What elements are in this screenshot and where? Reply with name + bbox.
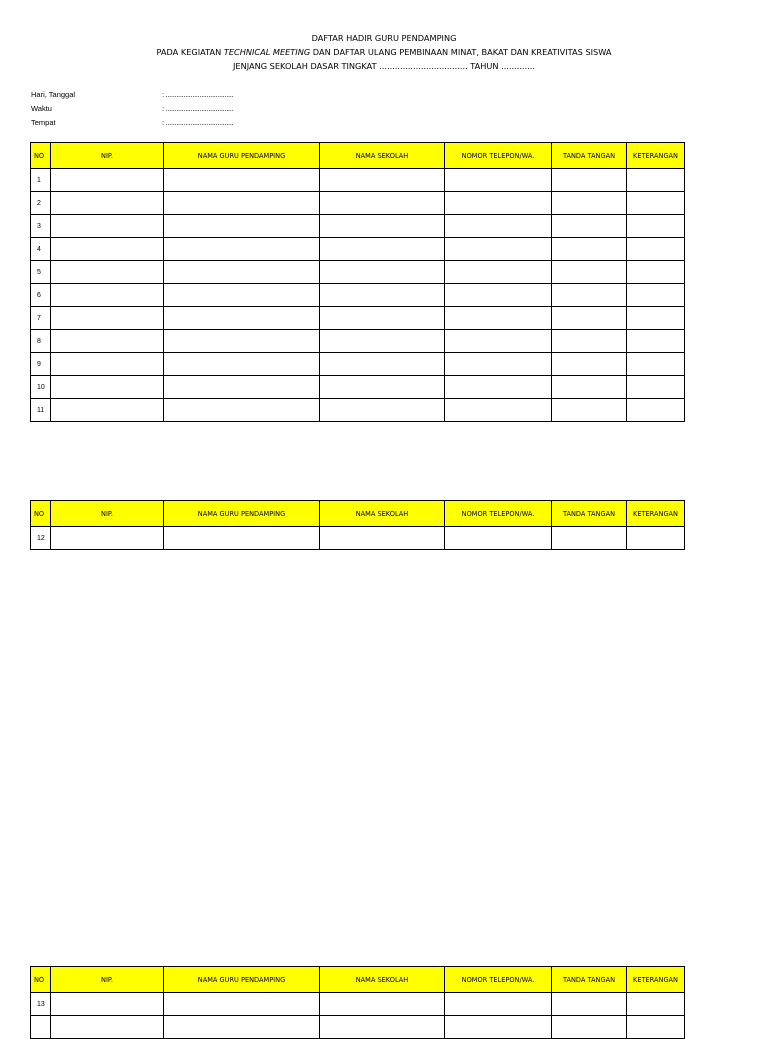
cell-nama-guru[interactable] [164,399,320,422]
cell-nip[interactable] [51,261,164,284]
cell-nomor-telepon[interactable] [445,307,552,330]
column-header-nomor-telepon: NOMOR TELEPON/WA. [445,501,552,527]
column-header-keterangan: KETERANGAN [627,967,685,993]
cell-tanda-tangan[interactable] [552,169,627,192]
cell-nomor-telepon[interactable] [445,527,552,550]
cell-nama-guru[interactable] [164,527,320,550]
cell-nama-sekolah[interactable] [320,993,445,1016]
table-row [31,1016,685,1039]
table-row [31,192,685,215]
cell-nama-guru[interactable] [164,307,320,330]
row-number: 6 [31,284,51,307]
cell-nomor-telepon[interactable] [445,1016,552,1039]
row-number: 13 [31,993,51,1016]
cell-nama-sekolah[interactable] [320,353,445,376]
cell-nip[interactable] [51,284,164,307]
row-number [31,1016,51,1039]
cell-nip[interactable] [51,527,164,550]
cell-nomor-telepon[interactable] [445,238,552,261]
cell-nama-guru[interactable] [164,215,320,238]
column-header-nip: NIP. [51,967,164,993]
column-header-tanda-tangan: TANDA TANGAN [552,143,627,169]
cell-keterangan[interactable] [627,192,685,215]
row-number: 7 [31,307,51,330]
header-row [31,143,685,169]
cell-tanda-tangan[interactable] [552,993,627,1016]
cell-nama-sekolah[interactable] [320,399,445,422]
cell-keterangan[interactable] [627,215,685,238]
row-number: 2 [31,192,51,215]
cell-tanda-tangan[interactable] [552,261,627,284]
cell-keterangan[interactable] [627,993,685,1016]
cell-tanda-tangan[interactable] [552,376,627,399]
cell-nomor-telepon[interactable] [445,399,552,422]
column-header-no: NO [31,143,51,169]
column-header-nama-sekolah: NAMA SEKOLAH [320,501,445,527]
cell-nama-guru[interactable] [164,169,320,192]
cell-nip[interactable] [51,169,164,192]
column-header-tanda-tangan: TANDA TANGAN [552,967,627,993]
column-header-no: NO [31,501,51,527]
column-header-nama-guru: NAMA GURU PENDAMPING [164,501,320,527]
cell-nama-sekolah[interactable] [320,261,445,284]
title-line-3: JENJANG SEKOLAH DASAR TINGKAT .................................. TAHUN ............. [233,61,535,71]
cell-nomor-telepon[interactable] [445,993,552,1016]
column-header-nip: NIP. [51,501,164,527]
column-header-nama-guru: NAMA GURU PENDAMPING [164,967,320,993]
cell-tanda-tangan[interactable] [552,1016,627,1039]
cell-keterangan[interactable] [627,284,685,307]
attendance-table-2 [30,500,685,550]
table-row [31,330,685,353]
table-row [31,307,685,330]
cell-nip[interactable] [51,238,164,261]
cell-nip[interactable] [51,993,164,1016]
cell-nip[interactable] [51,399,164,422]
cell-tanda-tangan[interactable] [552,399,627,422]
cell-keterangan[interactable] [627,169,685,192]
cell-nomor-telepon[interactable] [445,169,552,192]
column-header-nama-guru: NAMA GURU PENDAMPING [164,143,320,169]
table-row [31,284,685,307]
header-row [31,501,685,527]
cell-nama-sekolah[interactable] [320,376,445,399]
cell-nama-guru[interactable] [164,993,320,1016]
document-title [0,31,768,73]
cell-nip[interactable] [51,307,164,330]
cell-nama-guru[interactable] [164,284,320,307]
cell-nomor-telepon[interactable] [445,261,552,284]
cell-nama-sekolah[interactable] [320,169,445,192]
table-row [31,399,685,422]
cell-tanda-tangan[interactable] [552,527,627,550]
cell-keterangan[interactable] [627,527,685,550]
table-row [31,238,685,261]
meta-value: : ...................................... [162,104,234,113]
cell-tanda-tangan[interactable] [552,192,627,215]
column-header-no: NO [31,967,51,993]
cell-tanda-tangan[interactable] [552,353,627,376]
cell-nip[interactable] [51,192,164,215]
cell-nip[interactable] [51,330,164,353]
meta-label: Hari, Tanggal [31,90,76,99]
column-header-nomor-telepon: NOMOR TELEPON/WA. [445,143,552,169]
meta-value: : ...................................... [162,118,234,127]
row-number: 1 [31,169,51,192]
cell-nama-sekolah[interactable] [320,215,445,238]
row-number: 9 [31,353,51,376]
cell-nip[interactable] [51,1016,164,1039]
cell-nomor-telepon[interactable] [445,215,552,238]
cell-keterangan[interactable] [627,330,685,353]
cell-nama-guru[interactable] [164,192,320,215]
cell-nomor-telepon[interactable] [445,353,552,376]
cell-keterangan[interactable] [627,261,685,284]
cell-nama-sekolah[interactable] [320,307,445,330]
meta-value: : ...................................... [162,90,234,99]
table-row [31,353,685,376]
row-number: 11 [31,399,51,422]
column-header-keterangan: KETERANGAN [627,501,685,527]
table-row [31,261,685,284]
cell-nip[interactable] [51,215,164,238]
row-number: 12 [31,527,51,550]
row-number: 5 [31,261,51,284]
cell-tanda-tangan[interactable] [552,238,627,261]
title-line-2: PADA KEGIATAN TECHNICAL MEETING DAN DAFTAR ULANG PEMBINAAN MINAT, BAKAT DAN KREATIVITAS SISWA [156,47,612,57]
table-row [31,376,685,399]
table-row [31,993,685,1016]
cell-nama-sekolah[interactable] [320,192,445,215]
table-row [31,527,685,550]
column-header-nama-sekolah: NAMA SEKOLAH [320,143,445,169]
cell-nomor-telepon[interactable] [445,376,552,399]
table-row [31,215,685,238]
column-header-nip: NIP. [51,143,164,169]
row-number: 10 [31,376,51,399]
column-header-nomor-telepon: NOMOR TELEPON/WA. [445,967,552,993]
row-number: 3 [31,215,51,238]
cell-tanda-tangan[interactable] [552,284,627,307]
cell-nama-sekolah[interactable] [320,284,445,307]
column-header-keterangan: KETERANGAN [627,143,685,169]
title-line-1: DAFTAR HADIR GURU PENDAMPING [311,33,457,43]
cell-nama-guru[interactable] [164,238,320,261]
attendance-table-3 [30,966,685,1039]
cell-keterangan[interactable] [627,353,685,376]
cell-nip[interactable] [51,376,164,399]
table-row [31,169,685,192]
cell-nama-sekolah[interactable] [320,527,445,550]
header-row [31,967,685,993]
row-number: 8 [31,330,51,353]
cell-nama-sekolah[interactable] [320,330,445,353]
column-header-nama-sekolah: NAMA SEKOLAH [320,967,445,993]
cell-nama-guru[interactable] [164,353,320,376]
cell-nama-guru[interactable] [164,330,320,353]
cell-keterangan[interactable] [627,376,685,399]
meta-label: Tempat [31,118,56,127]
cell-tanda-tangan[interactable] [552,307,627,330]
cell-keterangan[interactable] [627,1016,685,1039]
cell-keterangan[interactable] [627,238,685,261]
cell-tanda-tangan[interactable] [552,215,627,238]
column-header-tanda-tangan: TANDA TANGAN [552,501,627,527]
meta-label: Waktu [31,104,52,113]
cell-keterangan[interactable] [627,399,685,422]
cell-nama-guru[interactable] [164,376,320,399]
cell-keterangan[interactable] [627,307,685,330]
cell-nama-guru[interactable] [164,1016,320,1039]
cell-tanda-tangan[interactable] [552,330,627,353]
cell-nomor-telepon[interactable] [445,284,552,307]
cell-nomor-telepon[interactable] [445,330,552,353]
cell-nama-guru[interactable] [164,261,320,284]
cell-nip[interactable] [51,353,164,376]
cell-nama-sekolah[interactable] [320,238,445,261]
row-number: 4 [31,238,51,261]
cell-nama-sekolah[interactable] [320,1016,445,1039]
attendance-table-1 [30,142,685,422]
cell-nomor-telepon[interactable] [445,192,552,215]
